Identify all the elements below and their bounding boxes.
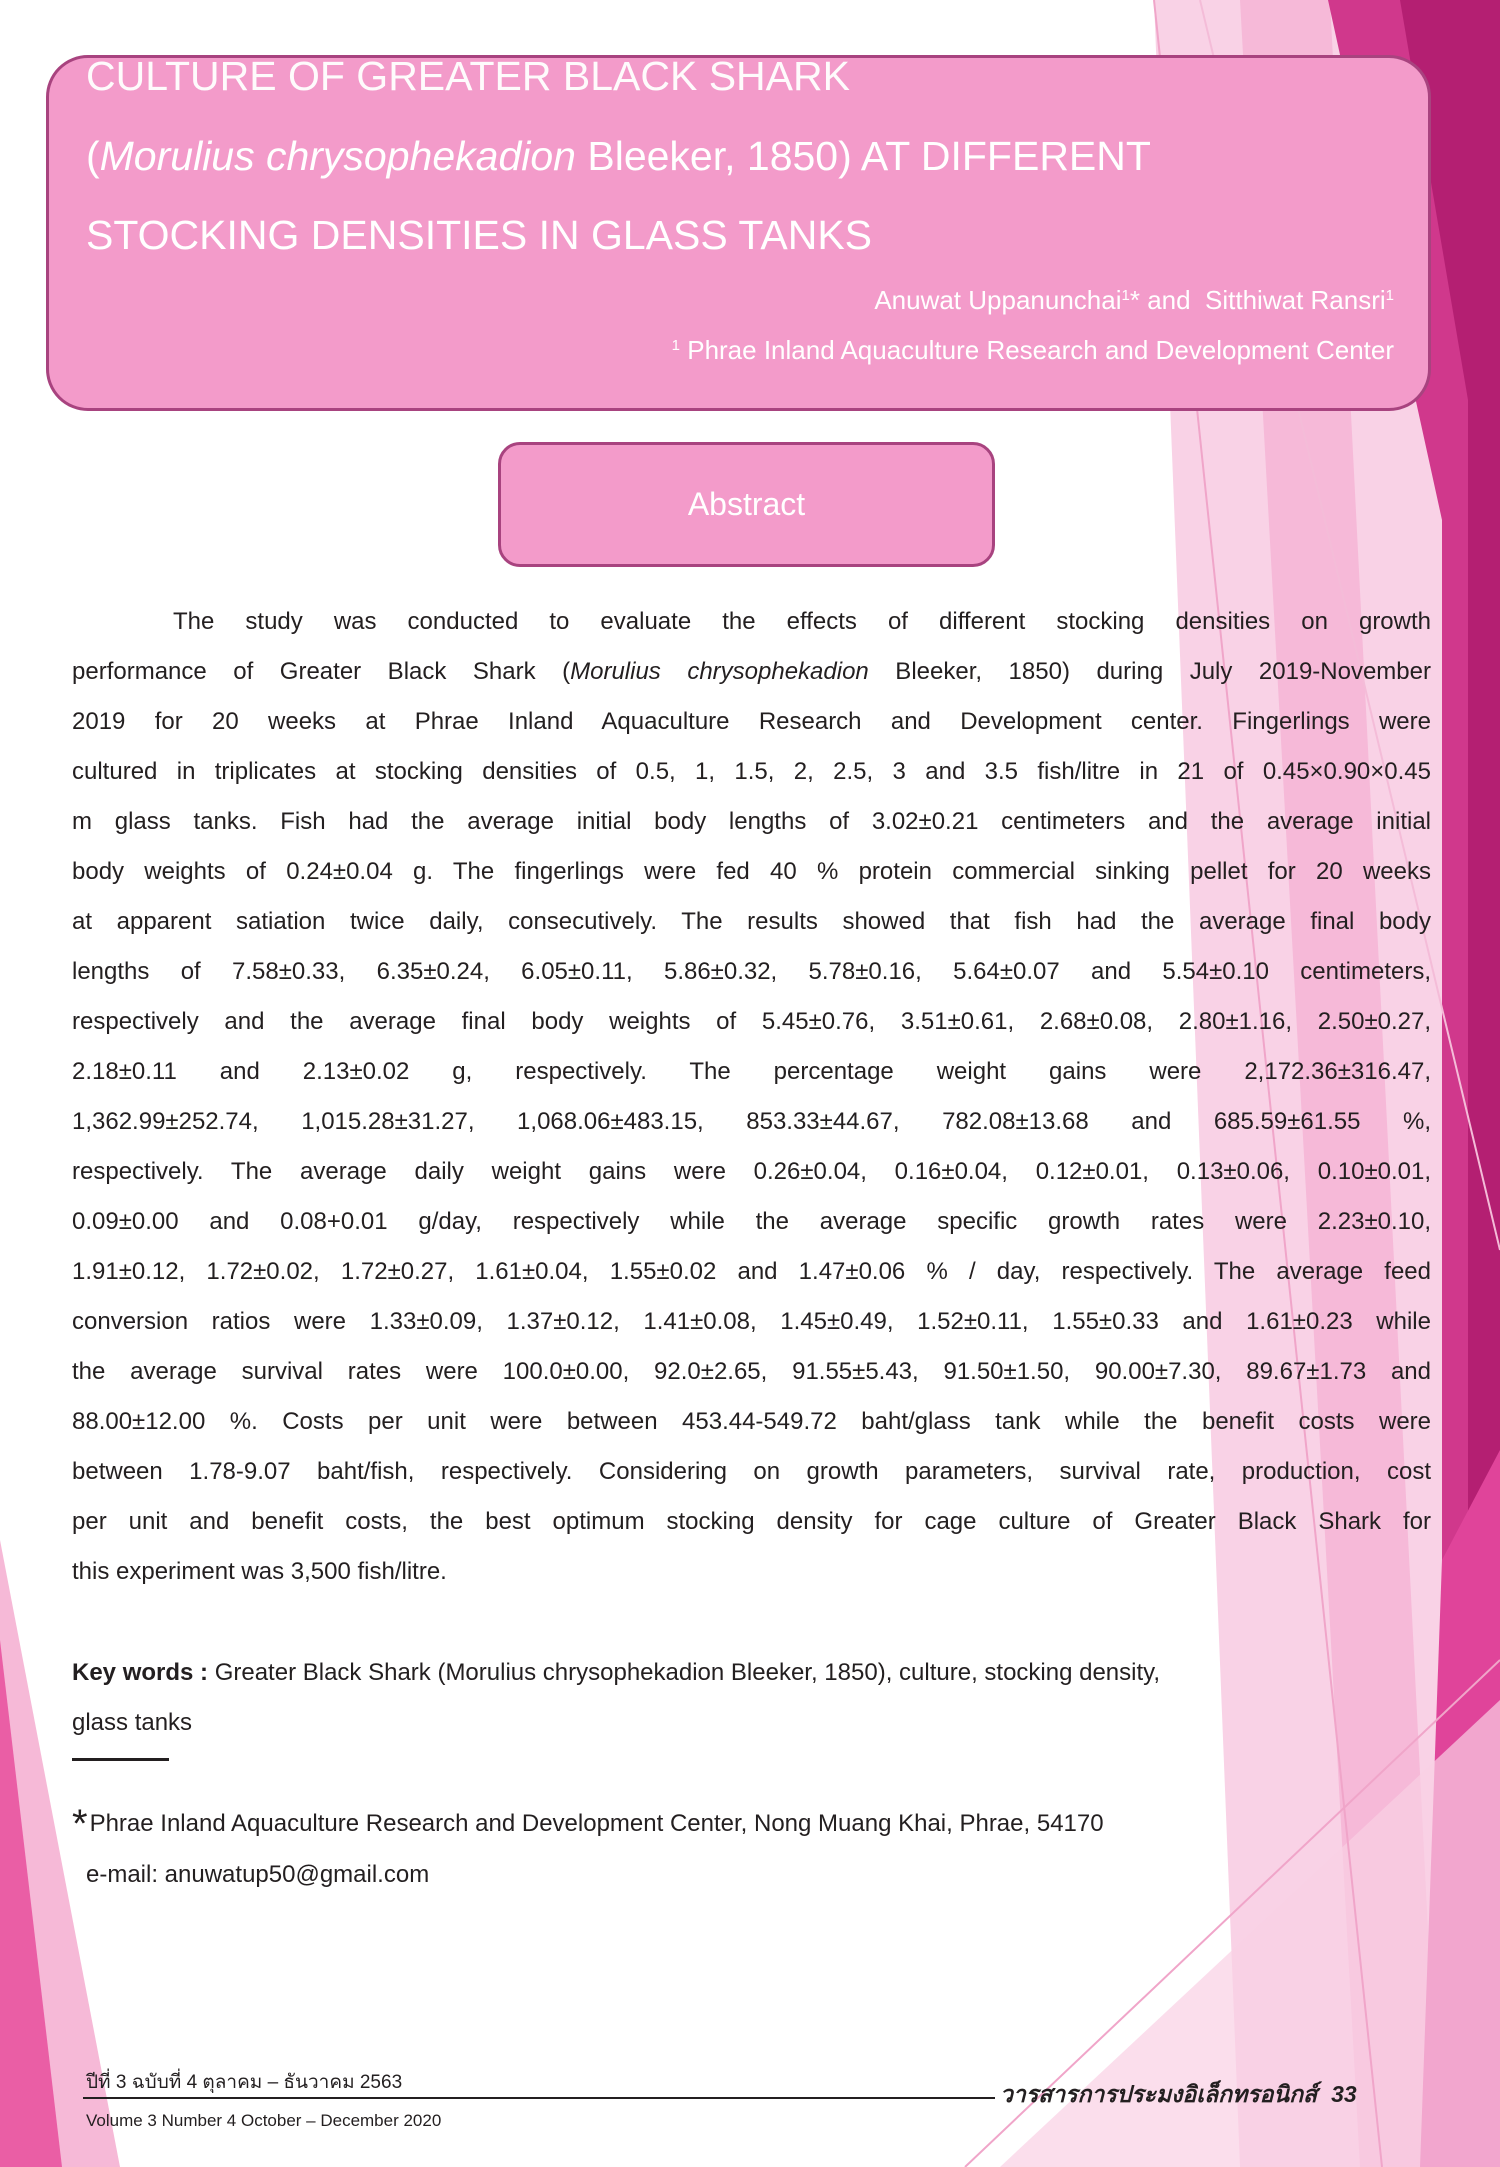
- abstract-line: [72, 697, 1431, 747]
- title-species-name: Morulius chrysophekadion: [99, 133, 576, 179]
- author-2-affil-mark: 1: [1385, 287, 1394, 304]
- title-line-1: CULTURE OF GREATER BLACK SHARK: [86, 53, 850, 99]
- abstract-line: [72, 947, 1431, 997]
- abstract-text: performance of Greater Black Shark (: [72, 658, 571, 685]
- abstract-text: m glass tanks. Fish had the average initial body lengths of 3.02±0.21 centimeters and the average initial: [72, 808, 1431, 835]
- abstract-text: 0.09±0.00 and 0.08+0.01 g/day, respectively while the average specific growth rates were 2.23±0.10,: [72, 1208, 1431, 1235]
- footer-volume: Volume 3 Number 4 October – December 2020: [86, 2111, 442, 2130]
- keywords-label: Key words :: [72, 1659, 209, 1686]
- keywords-line-1: [72, 1648, 1431, 1698]
- abstract-text: cultured in triplicates at stocking densities of 0.5, 1, 1.5, 2, 2.5, 3 and 3.5 fish/litre in 21 of 0.45×0.90×0.45: [72, 758, 1431, 785]
- footer-rule: [83, 2097, 995, 2099]
- title-line-2-rest: Bleeker, 1850) AT DIFFERENT: [575, 133, 1151, 179]
- author-1-affil-mark: 1: [1121, 287, 1130, 304]
- abstract-line: [72, 1297, 1431, 1347]
- abstract-line: [72, 597, 1431, 647]
- corresponding-mark: *: [1129, 285, 1140, 315]
- abstract-line: [72, 897, 1431, 947]
- abstract-line: [72, 1247, 1431, 1297]
- page-number: 33: [1331, 2081, 1357, 2107]
- footer-journal: [1000, 2079, 1357, 2109]
- abstract-text: The study was conducted to evaluate the effects of different stocking densities on growth: [173, 608, 1431, 635]
- abstract-text: 1.91±0.12, 1.72±0.02, 1.72±0.27, 1.61±0.04, 1.55±0.02 and 1.47±0.06 % / day, respectively. The average feed: [72, 1258, 1431, 1285]
- author-1-name: Anuwat Uppanunchai: [874, 285, 1122, 315]
- abstract-text: 2019 for 20 weeks at Phrae Inland Aquaculture Research and Development center. Fingerlings were: [72, 708, 1431, 735]
- author-2-name: Sitthiwat Ransri: [1205, 285, 1386, 315]
- authors: [874, 284, 1394, 316]
- abstract-line: [72, 747, 1431, 797]
- abstract-line: [72, 797, 1431, 847]
- abstract-line: [72, 1447, 1431, 1497]
- footer-issue-thai: ปีที่ 3 ฉบับที่ 4 ตุลาคม – ธันวาคม 2563: [86, 2072, 403, 2093]
- author-conjunction: and: [1139, 285, 1206, 315]
- abstract-text: per unit and benefit costs, the best optimum stocking density for cage culture of Greater Black Shark for: [72, 1508, 1431, 1535]
- abstract-text: the average survival rates were 100.0±0.00, 92.0±2.65, 91.55±5.43, 91.50±1.50, 90.00±7.30, 89.67±1.73 and: [72, 1358, 1431, 1385]
- footnote-asterisk: *: [72, 1802, 88, 1846]
- abstract-line: [72, 1347, 1431, 1397]
- footnote-text: Phrae Inland Aquaculture Research and Development Center, Nong Muang Khai, Phrae, 54170: [89, 1810, 1104, 1837]
- footnote-rule: [72, 1758, 169, 1761]
- affiliation: [672, 334, 1394, 366]
- title-line-2: [86, 132, 1151, 180]
- abstract-line: [72, 1047, 1431, 1097]
- abstract-body: [72, 597, 1431, 1597]
- abstract-line: [72, 1147, 1431, 1197]
- abstract-text: Bleeker, 1850) during July 2019-November: [868, 658, 1431, 685]
- abstract-text: 88.00±12.00 %. Costs per unit were between 453.44-549.72 baht/glass tank while the benefit costs were: [72, 1408, 1431, 1435]
- abstract-text: 2.18±0.11 and 2.13±0.02 g, respectively. The percentage weight gains were 2,172.36±316.47,: [72, 1058, 1431, 1085]
- abstract-text: respectively and the average final body weights of 5.45±0.76, 3.51±0.61, 2.68±0.08, 2.80±1.16, 2.50±0.27,: [72, 1008, 1431, 1035]
- abstract-text: respectively. The average daily weight gains were 0.26±0.04, 0.16±0.04, 0.12±0.01, 0.13±0.06, 0.10±0.01,: [72, 1158, 1431, 1185]
- title-paren: (: [86, 133, 100, 179]
- abstract-line: [72, 997, 1431, 1047]
- abstract-text: this experiment was 3,500 fish/litre.: [72, 1558, 447, 1585]
- abstract-line: [72, 647, 1431, 697]
- abstract-text: at apparent satiation twice daily, consecutively. The results showed that fish had the average final body: [72, 908, 1431, 935]
- abstract-line: [72, 1197, 1431, 1247]
- abstract-species-name: Morulius chrysophekadion: [570, 658, 869, 685]
- abstract-line: [72, 1397, 1431, 1447]
- abstract-text: conversion ratios were 1.33±0.09, 1.37±0.12, 1.41±0.08, 1.45±0.49, 1.52±0.11, 1.55±0.33 and 1.61±0.23 while: [72, 1308, 1431, 1335]
- affiliation-mark: 1: [671, 337, 680, 354]
- abstract-line: [72, 1497, 1431, 1547]
- abstract-text: between 1.78-9.07 baht/fish, respectively. Considering on growth parameters, survival rate, production, cost: [72, 1458, 1431, 1485]
- abstract-text: body weights of 0.24±0.04 g. The fingerlings were fed 40 % protein commercial sinking pellet for 20 weeks: [72, 858, 1431, 885]
- abstract-line: [72, 1547, 1431, 1597]
- abstract-line: [72, 1097, 1431, 1147]
- footnote-email: e-mail: anuwatup50@gmail.com: [86, 1861, 430, 1888]
- abstract-text: 1,362.99±252.74, 1,015.28±31.27, 1,068.06±483.15, 853.33±44.67, 782.08±13.68 and 685.59±61.55 %,: [72, 1108, 1431, 1135]
- keywords-text: Greater Black Shark (Morulius chrysophekadion Bleeker, 1850), culture, stocking density,: [208, 1659, 1161, 1686]
- keywords-line-2: glass tanks: [72, 1709, 193, 1736]
- keywords: [72, 1648, 1431, 1748]
- journal-title: วารสารการประมงอิเล็กทรอนิกส์: [1000, 2081, 1318, 2107]
- affiliation-text: Phrae Inland Aquaculture Research and Development Center: [680, 335, 1394, 365]
- abstract-line: [72, 847, 1431, 897]
- abstract-heading: Abstract: [687, 486, 806, 522]
- abstract-text: lengths of 7.58±0.33, 6.35±0.24, 6.05±0.11, 5.86±0.32, 5.78±0.16, 5.64±0.07 and 5.54±0.10 centimeters,: [72, 958, 1431, 985]
- title-line-3: STOCKING DENSITIES IN GLASS TANKS: [86, 212, 873, 258]
- abstract-heading-box: [498, 442, 995, 567]
- footnote: [72, 1799, 1104, 1849]
